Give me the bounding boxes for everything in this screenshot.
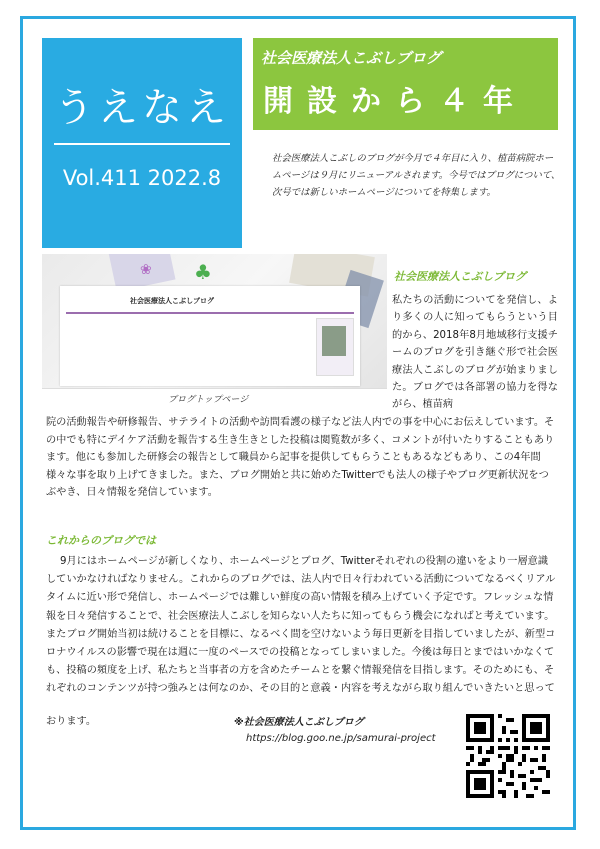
section2-body bbox=[46, 553, 558, 699]
section2-heading: これからのブログでは bbox=[46, 534, 156, 547]
masthead bbox=[42, 38, 242, 248]
intro-text: 社会医療法人こぶしのブログが今月で４年目に入り、植苗病院ホームページは９月にリニューアルされます。今号ではブログについて、次号では新しいホームページについてを特集します。 bbox=[272, 153, 561, 198]
blog-name: ※社会医療法人こぶしブログ bbox=[234, 717, 364, 728]
banner-subtitle: 社会医療法人こぶしブログ bbox=[261, 49, 442, 67]
banner-headline: 開設から４年 bbox=[263, 84, 527, 119]
masthead-divider bbox=[54, 143, 230, 145]
blog-page-mock bbox=[60, 286, 360, 386]
clover-icon: ♣ bbox=[194, 260, 212, 284]
blog-page-title: 社会医療法人こぶしブログ bbox=[130, 297, 214, 305]
section1-side-text-content: 私たちの活動についてを発信し、より多くの人に知ってもらうという目的から、2018年8月地域移行支援チームのブログを引き継ぐ形で社会医療法人こぶしのブログが始まりました。ブログでは各部署の協力を得ながら、植苗病 bbox=[392, 295, 558, 411]
newsletter-title: うえなえ bbox=[54, 85, 230, 131]
blog-thumbnail bbox=[322, 326, 346, 356]
ribbon-icon: ❀ bbox=[140, 262, 152, 278]
section2-ending: おります。 bbox=[46, 716, 97, 727]
feature-banner bbox=[253, 38, 558, 130]
blog-screenshot bbox=[42, 254, 387, 389]
screenshot-caption: ブログトップページ bbox=[168, 395, 249, 405]
section1-side-text bbox=[392, 292, 558, 414]
blog-page-rule bbox=[66, 312, 354, 314]
section1-heading: 社会医療法人こぶしブログ bbox=[394, 270, 526, 283]
blog-url[interactable]: https://blog.goo.ne.jp/samurai-project bbox=[246, 733, 436, 744]
section2-body-text: 9月にはホームページが新しくなり、ホームページとブログ、Twitterそれぞれの役割の違いをより一層意識していかなければなりません。これからのブログでは、法人内で日々行われている活動についてなるべくリアルタイムに近い形で発信し、ホームページでは難しい鮮度の高い情報を積み上げていく予定です。フレッシュな情報を日々発信することで、社会医療法人こぶしを知らない人たちに知ってもらう機会になればと考えています。またブログ開始当初は続けることを目標に、なるべく間を空けないよう毎日更新を目指していましたが、新型コロナウイルスの影響で現在は週に一度のペースでの投稿となってしまいました。今後は毎日とまではいかなくても、投稿の頻度を上げ、私たちと当事者の方を含めたチームとを繋ぐ情報発信を目指します。そのためにも、それぞれのコンテンツが持つ強みとは何なのか、その目的と意義・内容を考えながら取り組んでいきたいと思って bbox=[46, 556, 556, 695]
volume-date: Vol.411 2022.8 bbox=[62, 166, 222, 190]
qr-code[interactable] bbox=[466, 714, 550, 798]
section1-body: 院の活動報告や研修報告、サテライトの活動や訪問看護の様子など法人内での事を中心にお伝えしています。その中でも特にデイケア活動を報告する生き生きとした投稿は閲覧数が多く、コメントが付いたりすることもあります。他にも参加した研修会の報告として職員から記事を提供してもらうこともあるなどもあり、この4年間様々な事を取り上げてきました。また、ブログ開始と共に始めたTwitterでも法人の様子やブログ更新状況をつぶやき、日々情報を発信しています。 bbox=[46, 417, 555, 499]
